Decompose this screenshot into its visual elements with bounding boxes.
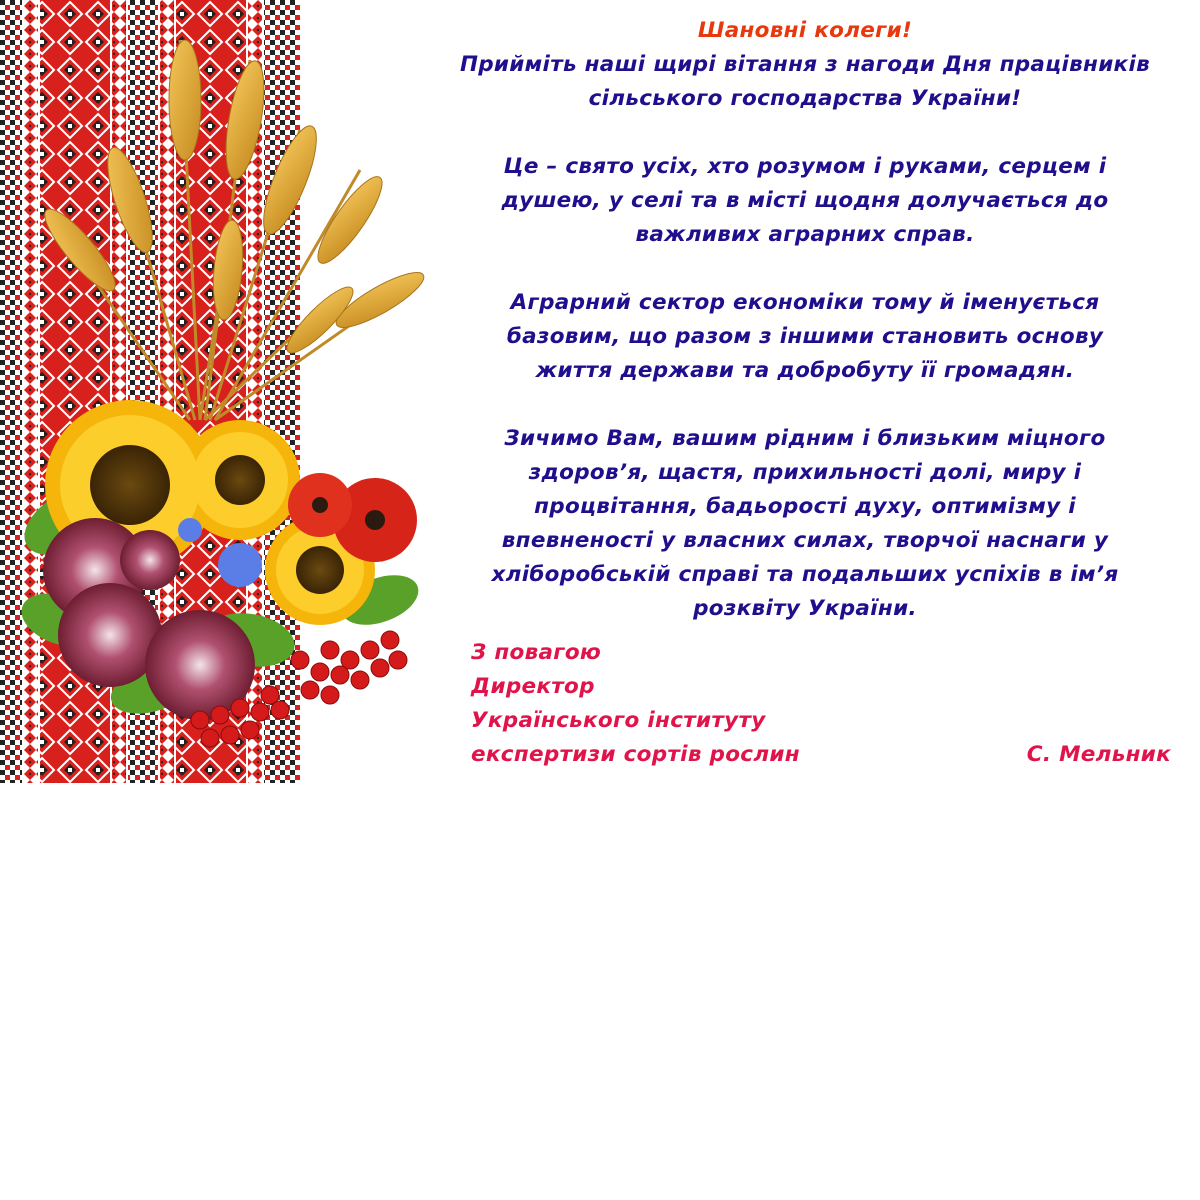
paragraph-line: важливих аграрних справ.	[635, 222, 975, 247]
paragraph-line: Це – свято усіх, хто розумом і руками, серцем і	[503, 154, 1107, 179]
intro-line: сільського господарства України!	[588, 86, 1022, 111]
signature-last-line	[471, 738, 1181, 772]
paragraph-line: розквіту України.	[693, 596, 917, 621]
paragraph-line: життя держави та добробуту її громадян.	[535, 358, 1075, 383]
intro-line: Прийміть наші щирі вітання з нагоди Дня працівників	[459, 52, 1151, 77]
letter-text	[430, 14, 1180, 626]
signatory-name: С. Мельник	[1026, 742, 1171, 767]
paragraph-line: здоров’я, щастя, прихильності долі, миру і	[528, 460, 1082, 485]
signature-line: Українського інституту	[471, 708, 766, 733]
paragraph-line: хліборобській справі та подальших успіхів в ім’я	[491, 562, 1119, 587]
signature-line: Директор	[471, 674, 595, 699]
signature-block	[471, 636, 1181, 772]
signature-line: З повагою	[471, 640, 602, 665]
paragraph-line: впевненості у власних силах, творчої наснаги у	[501, 528, 1109, 553]
signature-position: експертизи сортів рослин	[471, 742, 800, 767]
paragraph-line: душею, у селі та в місті щодня долучається до	[501, 188, 1109, 213]
paragraph-line: процвітання, бадьорості духу, оптимізму і	[534, 494, 1076, 519]
paragraph-line: базовим, що разом з іншими становить основу	[506, 324, 1104, 349]
decorative-illustration	[0, 0, 430, 790]
paragraph-line: Зичимо Вам, вашим рідним і близьким міцного	[504, 426, 1106, 451]
paragraph-line: Аграрний сектор економіки тому й іменується	[510, 290, 1100, 315]
greeting: Шановні колеги!	[697, 18, 913, 43]
